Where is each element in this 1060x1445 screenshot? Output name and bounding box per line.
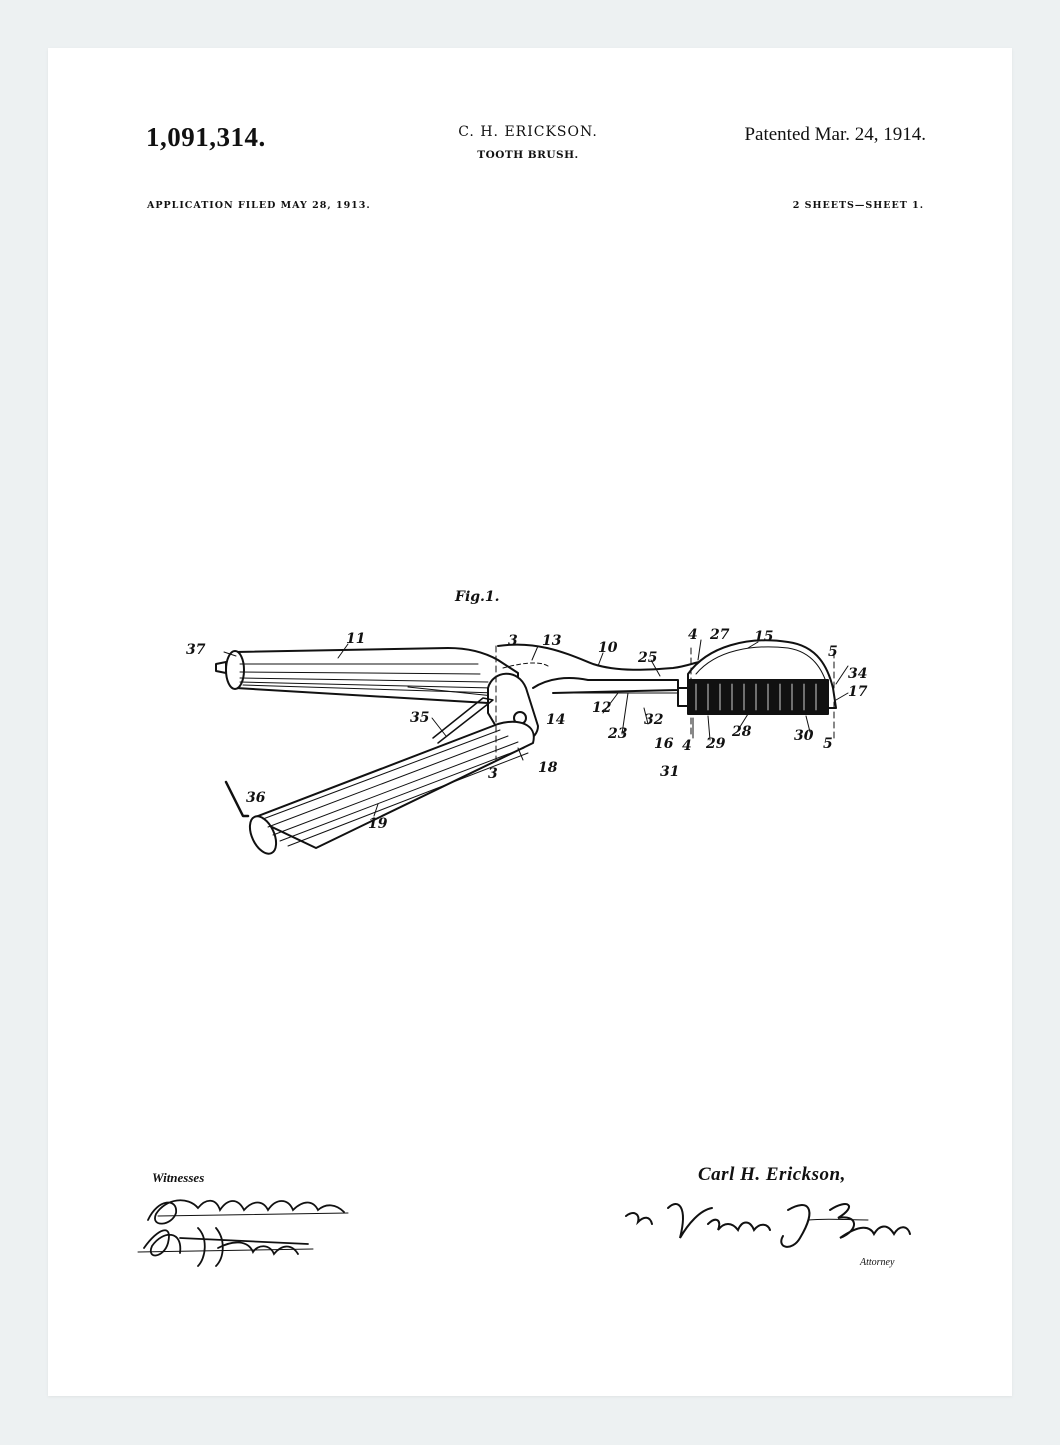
figure-label: Fig.1.: [455, 589, 500, 605]
ref-numeral: 32: [644, 712, 664, 728]
patent-date: Patented Mar. 24, 1914.: [744, 124, 926, 145]
ref-numeral: 16: [654, 736, 674, 752]
ref-numeral: 17: [848, 684, 868, 700]
ref-numeral: 14: [546, 712, 566, 728]
ref-numeral: 3: [508, 633, 518, 649]
ref-numeral: 5: [823, 736, 833, 752]
patent-drawing: [48, 48, 1012, 1396]
toothbrush-illustration: [216, 640, 848, 858]
ref-numeral: 30: [794, 728, 814, 744]
ref-numeral: 19: [368, 816, 388, 832]
inventor-signature: Carl H. Erickson,: [698, 1164, 846, 1185]
ref-numeral: 5: [828, 644, 838, 660]
ref-numeral: 11: [346, 631, 366, 647]
ref-numeral: 37: [186, 642, 206, 658]
sheet-count: 2 SHEETS—SHEET 1.: [792, 200, 924, 211]
ref-numeral: 25: [638, 650, 658, 666]
ref-numeral: 13: [542, 633, 562, 649]
ref-numeral: 28: [732, 724, 752, 740]
witnesses-label: Witnesses: [152, 1170, 205, 1185]
ref-numeral: 12: [592, 700, 612, 716]
ref-numeral: 23: [608, 726, 628, 742]
patent-sheet: [48, 48, 1012, 1396]
application-filed: APPLICATION FILED MAY 28, 1913.: [147, 200, 371, 211]
patent-number: 1,091,314.: [146, 122, 266, 152]
attorney-signature: [626, 1204, 910, 1247]
ref-numeral: 36: [246, 790, 266, 806]
ref-numeral: 4: [688, 627, 698, 643]
ref-numeral: 31: [660, 764, 680, 780]
ref-numeral: 27: [710, 627, 730, 643]
ref-numeral: 18: [538, 760, 558, 776]
ref-numeral: 29: [706, 736, 726, 752]
ref-numeral: 15: [754, 629, 774, 645]
ref-numeral: 10: [598, 640, 618, 656]
ref-numeral: 3: [488, 766, 498, 782]
attorney-label: Attorney: [860, 1257, 895, 1268]
ref-numeral: 4: [682, 738, 692, 754]
invention-title: TOOTH BRUSH.: [477, 149, 579, 161]
ref-numeral: 35: [410, 710, 430, 726]
inventor-name: C. H. ERICKSON.: [458, 124, 598, 140]
ref-numeral: 34: [848, 666, 868, 682]
witness-signatures: [138, 1200, 348, 1266]
